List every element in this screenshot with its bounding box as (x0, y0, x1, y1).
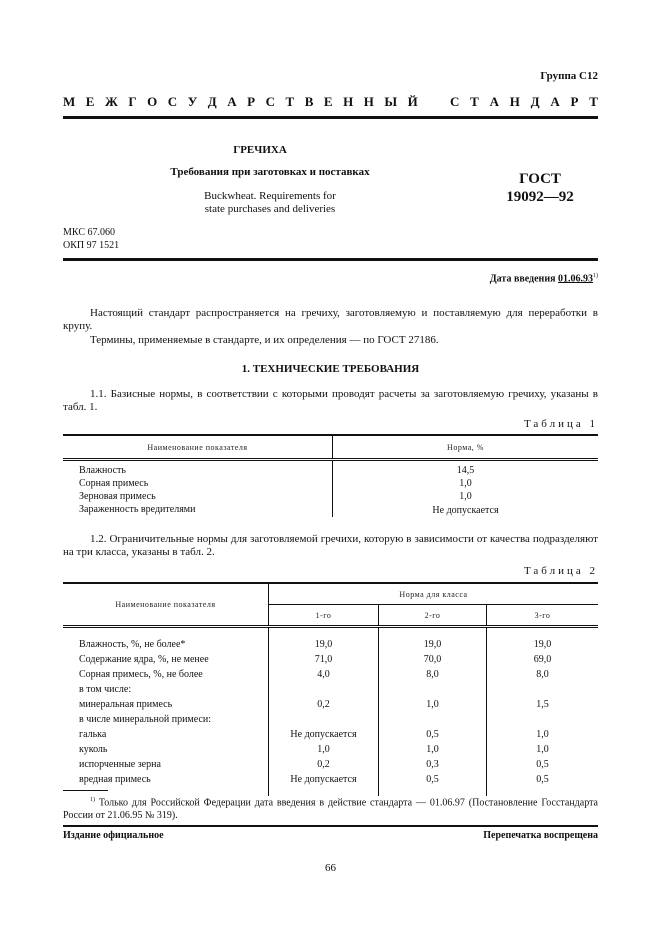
banner-letter: Ы (384, 94, 398, 109)
clause-1-2: 1.2. Ограничительные нормы для заготовляемой гречихи, которую в зависимости от качества подразделяют на три класса, указаны в табл. 2. (63, 533, 598, 558)
banner-letter: Г (128, 94, 137, 109)
banner-letter: Н (509, 94, 520, 109)
banner-letter: О (147, 94, 158, 109)
table-2-caption: Таблица 2 (523, 565, 598, 577)
table-row: Содержание ядра, %, не менее 71,0 70,0 69,0 (63, 652, 598, 667)
table-2-header-name: Наименование показателя (63, 583, 269, 627)
table-2-header-class-1: 1-го (269, 605, 379, 627)
mks-code: МКС 67.060 (63, 227, 115, 238)
table-row: Зерновая примесь 1,0 (63, 490, 598, 503)
footnote-mark: 1) (90, 797, 95, 803)
doc-subtitle: Требования при заготовках и поставках (170, 166, 370, 178)
footer-rule (63, 825, 598, 827)
date-label: Дата введения (489, 273, 556, 285)
date-value: 01.06.93 (558, 273, 593, 285)
interstate-standard-banner (63, 94, 598, 110)
header-rule (63, 116, 598, 119)
table-row: вредная примесь Не допускается 0,5 0,5 (63, 772, 598, 796)
intro-paragraph-2: Термины, применяемые в стандарте, и их определения — по ГОСТ 27186. (90, 334, 439, 346)
table-row: минеральная примесь 0,2 1,0 1,5 (63, 697, 598, 712)
banner-letter: С (450, 94, 460, 109)
table-row: в числе минеральной примеси: (63, 712, 598, 727)
banner-letter: Й (407, 94, 418, 109)
table-2 (63, 582, 598, 796)
english-title-line-1: Buckwheat. Requirements for (204, 190, 336, 202)
table-row: Сорная примесь 1,0 (63, 477, 598, 490)
banner-word-1 (63, 94, 418, 110)
banner-letter: С (167, 94, 178, 109)
banner-letter: А (489, 94, 499, 109)
section-heading: 1. ТЕХНИЧЕСКИЕ ТРЕБОВАНИЯ (241, 363, 420, 375)
banner-letter: В (304, 94, 314, 109)
banner-letter: Ж (104, 94, 118, 109)
table-1 (63, 434, 598, 517)
footnote-rule (63, 790, 108, 791)
banner-letter: Т (470, 94, 479, 109)
banner-letter: Д (530, 94, 540, 109)
banner-letter: Р (247, 94, 256, 109)
banner-letter: Д (207, 94, 217, 109)
clause-1-1: 1.1. Базисные нормы, в соответствии с которыми проводят расчеты за заготовляемую гречиху, указаны в табл. 1. (63, 388, 598, 413)
table-2-header-group: Норма для класса (269, 583, 599, 605)
banner-letter: Р (570, 94, 579, 109)
table-row: Сорная примесь, %, не более 4,0 8,0 8,0 (63, 667, 598, 682)
banner-letter: Е (85, 94, 95, 109)
table-1-header-name: Наименование показателя (63, 435, 333, 460)
gost-label: ГОСТ (519, 171, 561, 187)
okp-code: ОКП 97 1521 (63, 240, 120, 251)
codes-rule (63, 258, 598, 261)
table-row: галька Не допускается 0,5 1,0 (63, 727, 598, 742)
table-row: куколь 1,0 1,0 1,0 (63, 742, 598, 757)
english-title (0, 190, 540, 216)
table-2-header-class-2: 2-го (379, 605, 487, 627)
banner-letter: Н (343, 94, 354, 109)
classification-codes (63, 226, 119, 252)
banner-letter: А (550, 94, 560, 109)
footnote-text: Только для Российской Федерации дата введения в действие стандарта — 01.06.97 (Постановление Госстандарта России от 21.06.95 № 319). (63, 797, 598, 822)
table-row: Зараженность вредителями Не допускается (63, 503, 598, 517)
table-1-header-norm: Норма, % (447, 442, 484, 452)
banner-letter: У (187, 94, 198, 109)
banner-letter: А (227, 94, 237, 109)
page-number: 66 (325, 862, 336, 874)
group-code: Группа С12 (540, 70, 598, 82)
intro-paragraph-1: Настоящий стандарт распространяется на гречиху, заготовляемую и поставляемую для переработки в крупу. (63, 307, 598, 332)
banner-letter: Е (323, 94, 333, 109)
table-row: испорченные зерна 0,2 0,3 0,5 (63, 757, 598, 772)
introduction-date (490, 273, 598, 284)
english-title-line-2: state purchases and deliveries (204, 203, 336, 215)
gost-number: 19092—92 (506, 189, 574, 205)
banner-letter: С (265, 94, 275, 109)
table-2-header-class-3: 3-го (534, 610, 551, 620)
date-footnote-mark: 1) (593, 273, 598, 279)
reprint-prohibited: Перепечатка воспрещена (483, 830, 598, 841)
banner-word-2 (450, 94, 598, 110)
table-1-caption: Таблица 1 (523, 418, 598, 430)
banner-letter: М (63, 94, 76, 109)
table-row: Влажность 14,5 (63, 460, 598, 478)
table-row: Влажность, %, не более* 19,0 19,0 19,0 (63, 627, 598, 653)
official-edition: Издание официальное (63, 830, 164, 841)
banner-letter: Т (285, 94, 295, 109)
footnote (63, 794, 598, 822)
doc-title: ГРЕЧИХА (233, 144, 287, 156)
banner-letter: Н (363, 94, 374, 109)
gost-designation (480, 170, 600, 206)
banner-letter: Т (589, 94, 598, 109)
table-row: в том числе: (63, 682, 598, 697)
